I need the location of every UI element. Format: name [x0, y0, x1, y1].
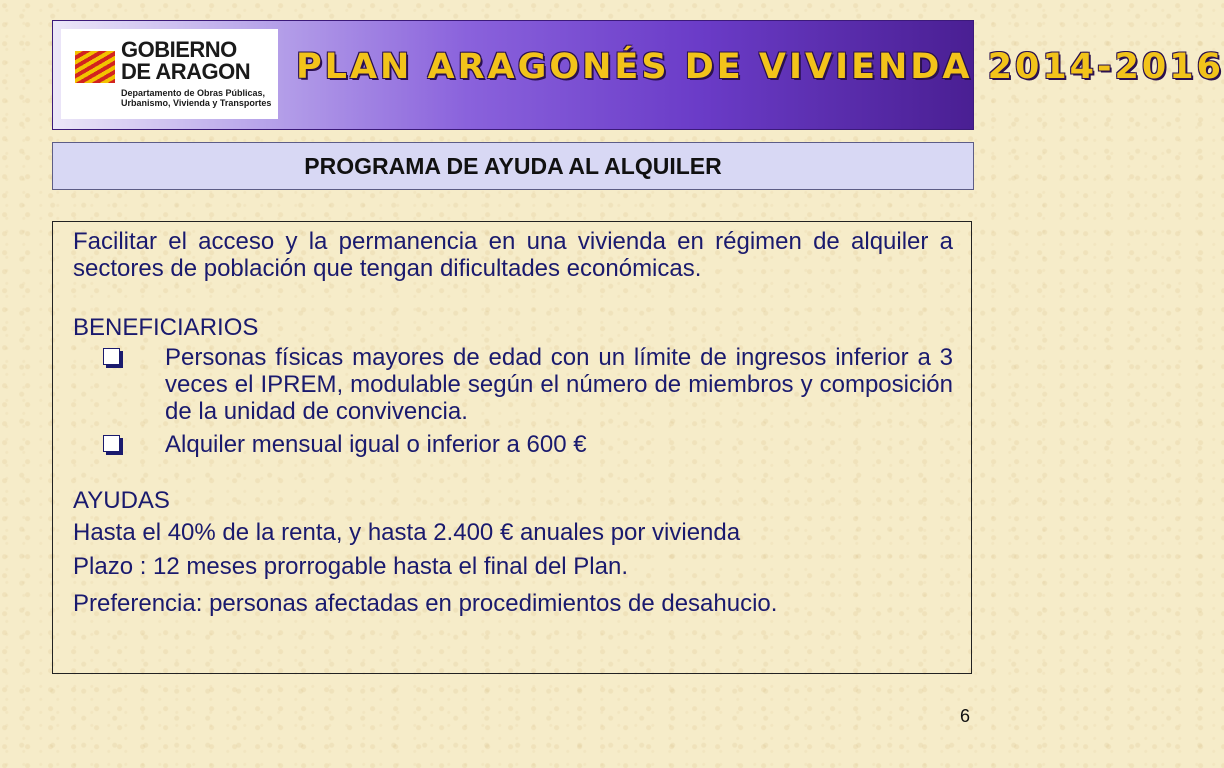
ayudas-amount: Hasta el 40% de la renta, y hasta 2.400 € anuales por vivienda: [73, 519, 741, 546]
gobierno-aragon-logo: [61, 29, 278, 119]
list-item-text: Personas físicas mayores de edad con un límite de ingresos inferior a 3 veces el IPREM, modulable según el número de miembros y composición de la unidad de convivencia.: [165, 344, 953, 425]
aragon-flag-icon: [75, 51, 115, 83]
logo-name-line2: DE ARAGON: [121, 59, 251, 84]
logo-dept-line2: Urbanismo, Vivienda y Transportes: [121, 98, 272, 108]
plan-title: PLAN ARAGONÉS DE VIVIENDA 2014-2016: [296, 47, 1224, 87]
logo-dept-line1: Departamento de Obras Públicas,: [121, 88, 266, 98]
ayudas-heading: AYUDAS: [73, 487, 170, 514]
logo-name-line1: GOBIERNO: [121, 37, 237, 62]
ayudas-term: Plazo : 12 meses prorrogable hasta el final del Plan.: [73, 553, 628, 580]
logo-department: [121, 88, 271, 108]
checkbox-bullet-icon: [103, 435, 120, 452]
beneficiarios-list: [73, 344, 953, 458]
content-box: [52, 221, 972, 674]
list-item: [73, 344, 953, 425]
beneficiarios-heading: BENEFICIARIOS: [73, 314, 259, 341]
list-item-text: Alquiler mensual igual o inferior a 600 €: [165, 431, 587, 458]
program-subtitle: PROGRAMA DE AYUDA AL ALQUILER: [52, 142, 974, 190]
intro-paragraph: Facilitar el acceso y la permanencia en una vivienda en régimen de alquiler a sectores de población que tengan dificultades económicas.: [73, 228, 953, 282]
checkbox-bullet-icon: [103, 348, 120, 365]
list-item: [73, 431, 953, 458]
logo-name: [121, 39, 250, 83]
page-number: 6: [959, 706, 970, 726]
ayudas-preference: Preferencia: personas afectadas en procedimientos de desahucio.: [73, 590, 778, 617]
header-banner: [52, 20, 1224, 130]
